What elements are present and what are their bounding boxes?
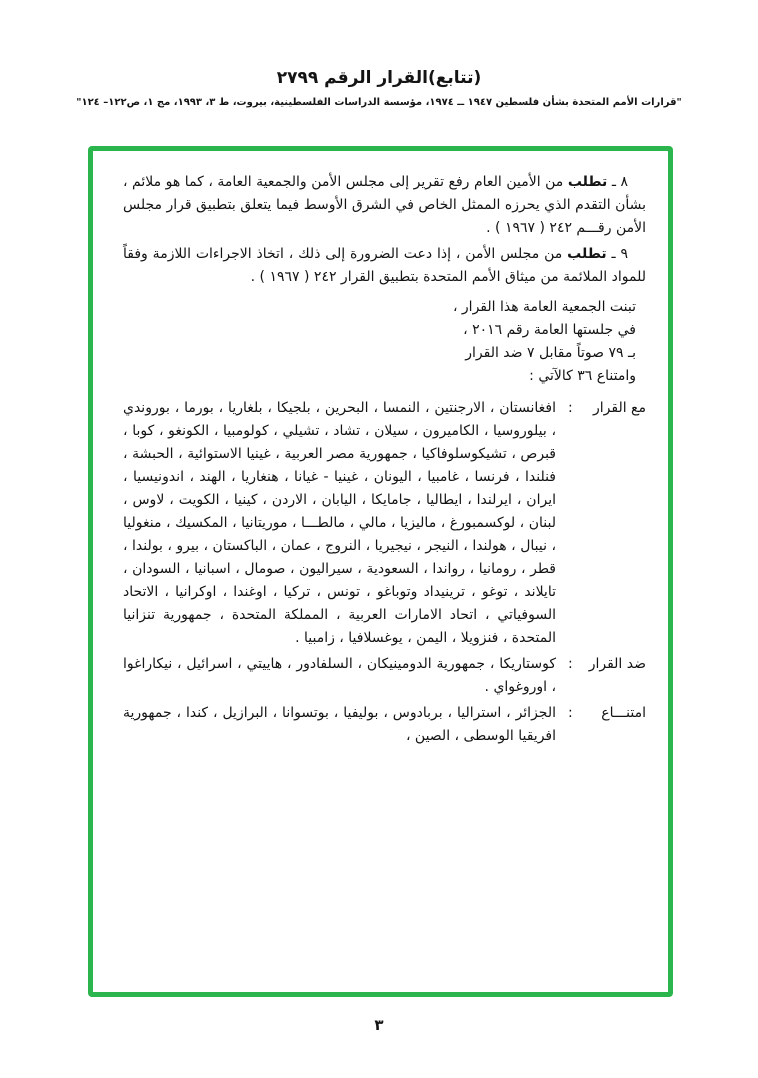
adoption-line: وامتناع ٣٦ كالآتي :: [529, 368, 636, 384]
vote-label-text: امتنـــاع: [601, 705, 646, 721]
paragraph-9: [123, 243, 646, 289]
resolution-title: (تتابع)القرار الرقم ٢٧٩٩: [276, 68, 482, 88]
adoption-line: في جلستها العامة رقم ٢٠١٦ ،: [463, 322, 636, 338]
vote-label-text: ضد القرار: [588, 656, 646, 672]
content-frame: [88, 146, 673, 997]
vote-countries-abstain: الجزائر ، استراليا ، بربادوس ، بوليفيا ، بوتسوانا ، البرازيل ، كندا ، جمهورية افريقيا الوسطى ، الصين ،: [123, 705, 556, 744]
vote-countries-against: كوستاريكا ، جمهورية الدومينيكان ، السلفادور ، هاييتي ، اسرائيل ، نيكاراغوا ، اوروغواي .: [123, 656, 556, 695]
paragraph-8: [123, 171, 646, 240]
vote-label-for: [568, 397, 646, 420]
adoption-block: [123, 296, 646, 388]
vote-results: [123, 397, 646, 748]
adoption-line: تبنت الجمعية العامة هذا القرار ،: [452, 299, 636, 315]
vote-label-against: [568, 653, 646, 676]
clause-keyword: تطلب: [567, 246, 607, 262]
clause-keyword: تطلب: [567, 174, 608, 190]
document-header: [0, 68, 758, 108]
vote-countries-for: افغانستان ، الارجنتين ، النمسا ، البحرين ، بلجيكا ، بلغاريا ، بورما ، بوروندي ، بيلوروسيا ، الكاميرون ، سيلان ، تشاد ، تشيلي ، كولومبيا ، الكونغو ، كوبا ، قبرص ، تشيكوسلوفاكيا ، جمهورية مصر العربية ، غينيا الاستوائية ، الحبشة ، فنلندا ، فرنسا ، غامبيا ، اليونان ، غينيا - غيانا ، هنغاريا ، الهند ، اندونيسيا ، ايران ، ايرلندا ، ايطاليا ، جامايكا ، اليابان ، الاردن ، كينيا ، الكويت ، لاوس ، لبنان ، لوكسمبورغ ، ماليزيا ، مالي ، مالطـــا ، موريتانيا ، المكسيك ، منغوليا ، نيبال ، هولندا ، النيجر ، نيجيريا ، النروج ، عمان ، الباكستان ، بيرو ، بولندا ، قطر ، رومانيا ، رواندا ، السعودية ، سيراليون ، صومال ، اسبانيا ، السودان ، تايلاند ، توغو ، ترينيداد وتوباغو ، تونس ، تركيا ، اوغندا ، اوكرانيا ، الاتحاد السوفياتي ، اتحاد الامارات العربية ، المملكة المتحدة ، جمهورية تنزانيا المتحدة ، فنزويلا ، اليمن ، يوغسلافيا ، زامبيا .: [123, 400, 556, 646]
resolution-body: [93, 151, 668, 748]
vote-label-colon: :: [568, 705, 573, 721]
clause-text: من مجلس الأمن ، إذا دعت الضرورة إلى ذلك ، اتخاذ الاجراءات اللازمة وفقاً للمواد الملائمة من ميثاق الأمم المتحدة بتطبيق القرار ٢٤٢ ( ١٩٦٧ ) .: [123, 246, 646, 285]
vote-label-colon: :: [568, 656, 573, 672]
clause-number: ٩ ـ: [611, 246, 628, 262]
vote-row-abstain: [123, 702, 646, 748]
vote-label-text: مع القرار: [592, 400, 646, 416]
vote-label-abstain: [568, 702, 646, 725]
page-number: ٣: [374, 1016, 384, 1034]
clause-number: ٨ ـ: [611, 174, 629, 190]
vote-label-colon: :: [568, 400, 573, 416]
vote-row-for: [123, 397, 646, 650]
vote-row-against: [123, 653, 646, 699]
adoption-line: بـ ٧٩ صوتاً مقابل ٧ ضد القرار: [465, 345, 636, 361]
source-citation: "قرارات الأمم المتحدة بشأن فلسطين ١٩٤٧ ــ ١٩٧٤، مؤسسة الدراسات الفلسطينية، بيروت، ط ٣، ١٩٩٣، مج ١، ص١٢٢– ١٢٤": [76, 97, 682, 108]
clause-text: من الأمين العام رفع تقرير إلى مجلس الأمن والجمعية العامة ، كما هو ملائم ، بشأن التقدم الذي يحرزه الممثل الخاص في الشرق الأوسط فيما يتعلق بتطبيق قرار مجلس الأمن رقـــم ٢٤٢ ( ١٩٦٧ ) .: [123, 174, 646, 236]
